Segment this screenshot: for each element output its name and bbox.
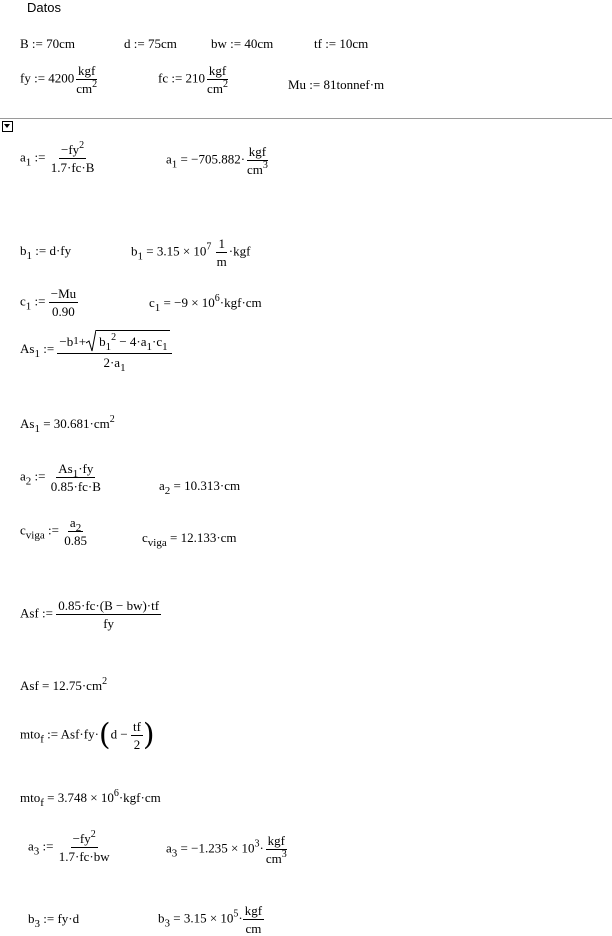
section-title: Datos: [27, 0, 61, 15]
input-d: d := 75cm: [124, 36, 177, 51]
left-paren-icon: (: [98, 717, 111, 753]
As1-result: $As_1 = 30.681\cdot cm^2$: [20, 414, 115, 435]
input-bw: bw := 40cm: [211, 36, 274, 51]
c1-definition: $c_1$ := $\frac{-Mu}{0.90}$: [20, 286, 77, 319]
fy-unit: [74, 63, 99, 96]
fy-lhs: fy := 4200: [20, 70, 75, 86]
input-tf: tf := 10cm: [314, 36, 369, 51]
right-paren-icon: ): [142, 717, 155, 753]
fc-lhs: fc := 210: [158, 70, 206, 86]
Asf-result: Asf = $12.75\cdot cm^2$: [20, 676, 108, 693]
a2-definition: $a_2$ := $\frac{As_1\cdot fy}{0.85\cdot fc\cdot B}$: [20, 461, 101, 494]
b3-definition: $b_3$ := fy·d: [28, 911, 80, 930]
a1-definition: $a_1$ := $\frac{-fy^2}{1.7\cdot fc\cdot B}$: [20, 140, 95, 175]
fy-unit-num: kgf: [78, 63, 96, 78]
fc-unit-den: $cm^2$: [207, 79, 228, 96]
b1-result: $b_1 = 3.15 \times 10^7$ $\frac{1}{m}$ ·kgf: [131, 236, 251, 269]
a1-result: $a_1 = -705.882\cdot$ $\frac{\text{kgf}}{cm^3}$: [166, 144, 268, 177]
fc-unit-num: kgf: [208, 63, 227, 78]
input-Mu: Mu := 81tonnef·m: [288, 77, 385, 92]
b3-result: $b_3 = 3.15 \times 10^5\cdot$ $\frac{\text{kgf}}{cm}$: [158, 903, 263, 936]
As1-definition: $As_1$ := −b 1 + $b_1^2 - 4\cdot a_1\cdot c_1$ $2\cdot a_1$: [20, 330, 172, 370]
mtof-definition: mto$_f$ := Asf·fy·(d − $\frac{tf}{2}$ ): [20, 717, 155, 753]
mtof-result: $mto_f = 3.748 \times 10^6\cdot kgf\cdot cm$: [20, 788, 161, 809]
Asf-definition: Asf := $\frac{0.85\cdot fc\cdot(B - bw)\cdot tf}{fy}$: [20, 598, 160, 631]
a2-result: $a_2 = 10.313\cdot cm$: [159, 478, 241, 497]
square-root-icon: $b_1^2 - 4\cdot a_1\cdot c_1$: [86, 330, 170, 352]
input-B: B := 70cm: [20, 36, 75, 51]
input-fc: [158, 63, 230, 96]
fc-unit: [205, 63, 230, 96]
cviga-result: $c_{viga} = 12.133\cdot cm$: [142, 530, 237, 549]
input-fy: [20, 63, 99, 96]
b1-definition: $b_1$ := d·fy: [20, 243, 72, 262]
cviga-definition: $c_{viga}$ := $\frac{a_2}{0.85}$: [20, 515, 87, 548]
region-separator: [0, 118, 612, 119]
a3-result: $a_3 = -1.235 \times 10^3\cdot$ $\frac{\text{kgf}}{cm^3}$: [166, 833, 287, 866]
collapse-toggle-icon[interactable]: [2, 121, 13, 132]
fy-unit-den: $cm^2$: [76, 79, 98, 96]
c1-result: $c_1 = -9 \times 10^6\cdot kgf\cdot cm$: [149, 293, 262, 314]
a3-definition: $a_3$ := $\frac{-fy^2}{1.7\cdot fc\cdot bw}$: [28, 829, 110, 864]
